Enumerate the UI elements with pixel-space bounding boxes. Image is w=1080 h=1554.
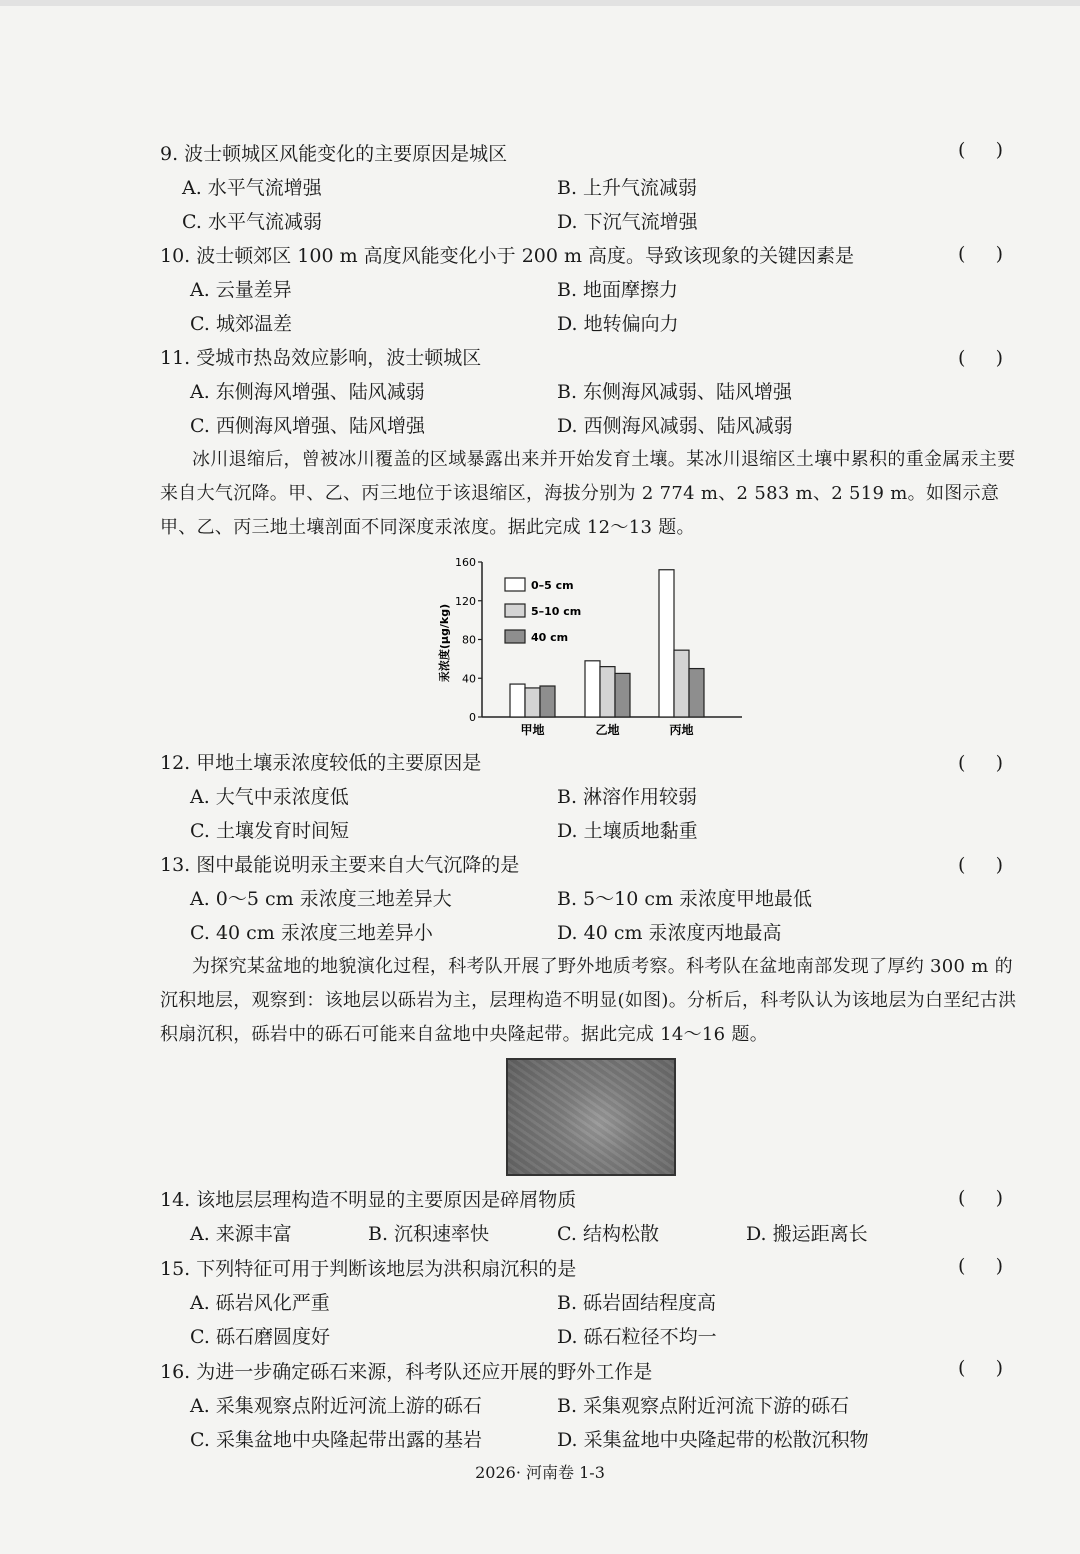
- q14-option-d: D. 搬运距离长: [746, 1223, 868, 1245]
- q16-option-a: A. 采集观察点附近河流上游的砾石: [190, 1395, 482, 1417]
- q13-option-a: A. 0～5 cm 汞浓度三地差异大: [190, 888, 452, 910]
- passage-basin-survey: 为探究某盆地的地貌演化过程，科考队开展了野外地质考察。科考队在盆地南部发现了厚约 300 m 的沉积地层，观察到：该地层以砾岩为主，层理构造不明显(如图)。分析后，科考队认为该地层为白垩纪古洪积扇沉积，砾岩中的砾石可能来自盆地中央隆起带。据此完成 14～16 题。: [160, 956, 1017, 1045]
- legend-swatch: [505, 604, 525, 617]
- question-10-stem: 10. 波士顿郊区 100 m 高度风能变化小于 200 m 高度。导致该现象的关键因素是: [160, 245, 855, 267]
- bar-1-series-3: [540, 686, 555, 717]
- q12-option-a: A. 大气中汞浓度低: [190, 786, 349, 808]
- q11-option-c: C. 西侧海风增强、陆风增强: [190, 415, 425, 437]
- q13-option-c: C. 40 cm 汞浓度三地差异小: [190, 922, 433, 944]
- question-16-stem: 16. 为进一步确定砾石来源，科考队还应开展的野外工作是: [160, 1361, 653, 1383]
- q12-option-b: B. 淋溶作用较弱: [557, 786, 698, 808]
- y-tick-label: 40: [462, 672, 476, 686]
- answer-blank-9[interactable]: ( ): [958, 139, 1004, 161]
- q16-option-c: C. 采集盆地中央隆起带出露的基岩: [190, 1429, 482, 1451]
- question-14-stem: 14. 该地层层理构造不明显的主要原因是碎屑物质: [160, 1189, 577, 1211]
- bar-2-series-2: [600, 667, 615, 717]
- y-axis-label: 汞浓度(μg/kg): [438, 603, 451, 683]
- bar-2-series-1: [585, 661, 600, 717]
- conglomerate-photo: [506, 1058, 676, 1176]
- y-tick-label: 160: [455, 556, 476, 569]
- q12-option-c: C. 土壤发育时间短: [190, 820, 349, 842]
- q16-option-d: D. 采集盆地中央隆起带的松散沉积物: [557, 1429, 869, 1451]
- question-9-stem: 9. 波士顿城区风能变化的主要原因是城区: [160, 143, 508, 165]
- x-category-label: 甲地: [520, 723, 545, 737]
- q15-option-d: D. 砾石粒径不均一: [557, 1326, 717, 1348]
- bar-2-series-3: [615, 673, 630, 717]
- bar-1-series-1: [510, 684, 525, 717]
- q9-option-c: C. 水平气流减弱: [182, 211, 322, 233]
- answer-blank-13[interactable]: ( ): [958, 854, 1004, 876]
- q10-option-d: D. 地转偏向力: [557, 313, 679, 335]
- answer-blank-10[interactable]: ( ): [958, 243, 1004, 265]
- q14-option-c: C. 结构松散: [557, 1223, 659, 1245]
- y-tick-label: 0: [469, 711, 476, 724]
- q12-option-d: D. 土壤质地黏重: [557, 820, 698, 842]
- bar-3-series-3: [689, 669, 704, 717]
- q16-option-b: B. 采集观察点附近河流下游的砾石: [557, 1395, 850, 1417]
- question-11-stem: 11. 受城市热岛效应影响，波士顿城区: [160, 347, 482, 369]
- question-12-stem: 12. 甲地土壤汞浓度较低的主要原因是: [160, 752, 482, 774]
- legend-label: 5–10 cm: [531, 605, 582, 618]
- legend-swatch: [505, 630, 525, 643]
- bar-3-series-2: [674, 650, 689, 717]
- passage-glacier-mercury: 冰川退缩后，曾被冰川覆盖的区域暴露出来并开始发育土壤。某冰川退缩区土壤中累积的重金属汞主要来自大气沉降。甲、乙、丙三地位于该退缩区，海拔分别为 2 774 m、2 583 m、2 519 m。如图示意甲、乙、丙三地土壤剖面不同深度汞浓度。据此完成 12～13 题。: [160, 449, 1016, 538]
- legend-label: 0–5 cm: [531, 579, 574, 592]
- y-tick-label: 120: [455, 594, 476, 608]
- bar-3-series-1: [659, 570, 674, 717]
- answer-blank-11[interactable]: ( ): [958, 347, 1004, 369]
- answer-blank-12[interactable]: ( ): [958, 752, 1004, 774]
- question-15-stem: 15. 下列特征可用于判断该地层为洪积扇沉积的是: [160, 1258, 577, 1280]
- q14-option-a: A. 来源丰富: [190, 1223, 292, 1245]
- x-category-label: 丙地: [669, 723, 694, 737]
- q15-option-a: A. 砾岩风化严重: [190, 1292, 330, 1314]
- legend-swatch: [505, 578, 525, 591]
- bar-1-series-2: [525, 688, 540, 717]
- q15-option-b: B. 砾岩固结程度高: [557, 1292, 717, 1314]
- question-13-stem: 13. 图中最能说明汞主要来自大气沉降的是: [160, 854, 520, 876]
- q13-option-d: D. 40 cm 汞浓度丙地最高: [557, 922, 782, 944]
- q9-option-b: B. 上升气流减弱: [557, 177, 698, 199]
- y-tick-label: 80: [462, 633, 476, 647]
- q11-option-b: B. 东侧海风减弱、陆风增强: [557, 381, 793, 403]
- mercury-concentration-chart: [430, 552, 750, 742]
- q11-option-a: A. 东侧海风增强、陆风减弱: [190, 381, 425, 403]
- q15-option-c: C. 砾石磨圆度好: [190, 1326, 330, 1348]
- q10-option-a: A. 云量差异: [190, 279, 292, 301]
- q11-option-d: D. 西侧海风减弱、陆风减弱: [557, 415, 793, 437]
- q9-option-a: A. 水平气流增强: [182, 177, 322, 199]
- q13-option-b: B. 5～10 cm 汞浓度甲地最低: [557, 888, 813, 910]
- answer-blank-14[interactable]: ( ): [958, 1187, 1004, 1209]
- page-footer: 2026· 河南卷 1-3: [475, 1463, 605, 1482]
- q9-option-d: D. 下沉气流增强: [557, 211, 698, 233]
- q10-option-c: C. 城郊温差: [190, 313, 292, 335]
- answer-blank-16[interactable]: ( ): [958, 1357, 1004, 1379]
- answer-blank-15[interactable]: ( ): [958, 1255, 1004, 1277]
- x-category-label: 乙地: [595, 723, 620, 737]
- top-edge: [0, 0, 1080, 6]
- q10-option-b: B. 地面摩擦力: [557, 279, 679, 301]
- q14-option-b: B. 沉积速率快: [368, 1223, 490, 1245]
- legend-label: 40 cm: [531, 631, 569, 644]
